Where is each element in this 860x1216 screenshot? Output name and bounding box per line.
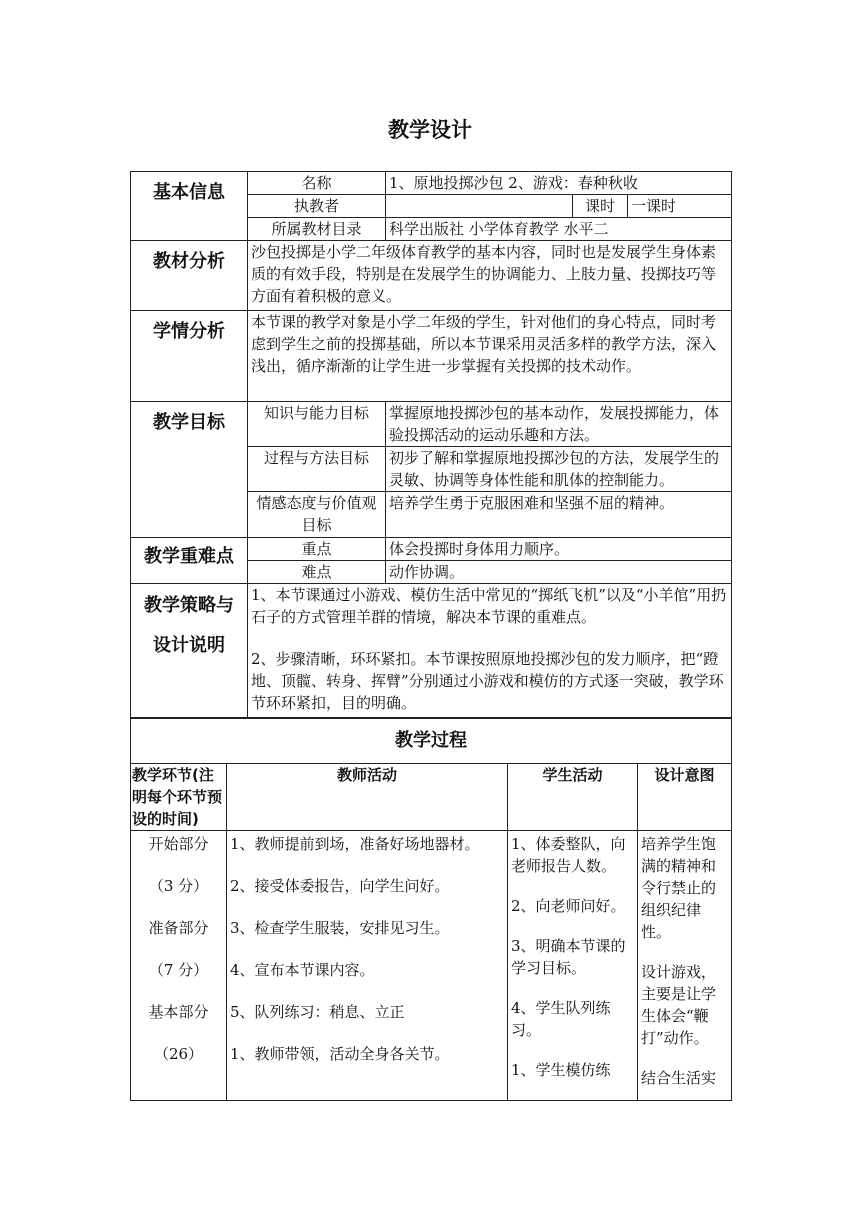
stage-start-time: （3 分） xyxy=(148,877,209,895)
hard-text: 动作协调。 xyxy=(386,561,732,584)
material-text: 沙包投掷是小学二年级体育教学的基本内容，同时也是发展学生身体素质的有效手段，特别是在发展学生的协调能力、上肢力量、投掷技巧等方面有着积极的意义。 xyxy=(248,241,732,311)
goal-label-knowledge: 知识与能力目标 xyxy=(248,402,386,447)
info-table xyxy=(130,171,732,719)
student-item: 1、学生模仿练 xyxy=(511,1061,611,1079)
teacher-label: 执教者 xyxy=(248,195,386,218)
student-item: 3、明确本节课的学习目标。 xyxy=(511,937,626,977)
teacher-item: 3、检查学生服装，安排见习生。 xyxy=(230,919,450,937)
stage-start: 开始部分 xyxy=(148,835,209,853)
goal-text-knowledge: 掌握原地投掷沙包的基本动作，发展投掷能力，体验投掷活动的运动乐趣和方法。 xyxy=(386,402,732,447)
header-stage: 教学环节(注明每个环节预设的时间) xyxy=(131,764,227,831)
period-value: 一课时 xyxy=(628,195,732,218)
student-item: 4、学生队列练习。 xyxy=(511,999,611,1039)
strategy-text xyxy=(248,584,732,719)
section-goals: 教学目标 xyxy=(131,402,248,538)
section-material: 教材分析 xyxy=(131,241,248,311)
header-teacher: 教师活动 xyxy=(227,764,508,831)
student-column xyxy=(508,831,638,1101)
header-student: 学生活动 xyxy=(508,764,638,831)
strategy-para-1: 1、本节课通过小游戏、模仿生活中常见的“掷纸飞机”以及“小羊倌”用扔石子的方式管理羊群的情境，解决本节课的重难点。 xyxy=(251,586,727,626)
teacher-item: 1、教师带领，活动全身各关节。 xyxy=(230,1045,450,1063)
stage-prep-time: （7 分） xyxy=(148,961,209,979)
process-table xyxy=(130,717,732,1101)
stage-column xyxy=(131,831,227,1101)
hard-label: 难点 xyxy=(248,561,386,584)
header-intent: 设计意图 xyxy=(638,764,732,831)
section-basic-info: 基本信息 xyxy=(131,172,248,241)
intent-item: 设计游戏，主要是让学生体会“鞭打”动作。 xyxy=(641,963,717,1047)
teacher-item: 1、教师提前到场，准备好场地器材。 xyxy=(230,835,480,853)
teacher-item: 4、宣布本节课内容。 xyxy=(230,961,375,979)
learner-text: 本节课的教学对象是小学二年级的学生，针对他们的身心特点，同时考虑到学生之前的投掷基础，所以本节课采用灵活多样的教学方法，深入浅出，循序渐渐的让学生进一步掌握有关投掷的技术动作。 xyxy=(248,311,732,402)
goal-text-emotion: 培养学生勇于克服困难和坚强不屈的精神。 xyxy=(386,492,732,538)
catalog-value: 科学出版社 小学体育教学 水平二 xyxy=(386,218,732,241)
student-item: 1、体委整队，向老师报告人数。 xyxy=(511,835,626,875)
intent-column xyxy=(638,831,732,1101)
goal-label-process: 过程与方法目标 xyxy=(248,447,386,492)
stage-basic-time: （26） xyxy=(153,1045,204,1063)
key-text: 体会投掷时身体用力顺序。 xyxy=(386,538,732,561)
intent-item: 结合生活实 xyxy=(641,1069,717,1087)
strategy-title-line1: 教学策略与 xyxy=(144,595,234,616)
strategy-para-2: 2、步骤清晰，环环紧扣。本节课按照原地投掷沙包的发力顺序，把“蹬地、顶髋、转身、挥臂”分别通过小游戏和模仿的方式逐一突破，教学环节环环紧扣，目的明确。 xyxy=(251,650,724,712)
name-label: 名称 xyxy=(248,172,386,195)
goal-text-process: 初步了解和掌握原地投掷沙包的方法，发展学生的灵敏、协调等身体性能和肌体的控制能力。 xyxy=(386,447,732,492)
teacher-item: 5、队列练习：稍息、立正 xyxy=(230,1003,405,1021)
teacher-column xyxy=(227,831,508,1101)
name-value: 1、原地投掷沙包 2、游戏：春种秋收 xyxy=(386,172,732,195)
process-title: 教学过程 xyxy=(131,718,732,764)
section-keypoints: 教学重难点 xyxy=(131,538,248,584)
teacher-value xyxy=(386,195,573,218)
key-label: 重点 xyxy=(248,538,386,561)
student-item: 2、向老师问好。 xyxy=(511,897,626,915)
teacher-item: 2、接受体委报告，向学生问好。 xyxy=(230,877,450,895)
strategy-title-line2: 设计说明 xyxy=(153,635,225,656)
section-learner: 学情分析 xyxy=(131,311,248,402)
stage-basic: 基本部分 xyxy=(148,1003,209,1021)
period-label: 课时 xyxy=(573,195,628,218)
section-strategy xyxy=(131,584,248,719)
goal-label-emotion: 情感态度与价值观目标 xyxy=(248,492,386,538)
intent-item: 培养学生饱满的精神和令行禁止的组织纪律性。 xyxy=(641,835,717,941)
document-title: 教学设计 xyxy=(388,118,472,142)
stage-prep: 准备部分 xyxy=(148,919,209,937)
catalog-label: 所属教材目录 xyxy=(248,218,386,241)
